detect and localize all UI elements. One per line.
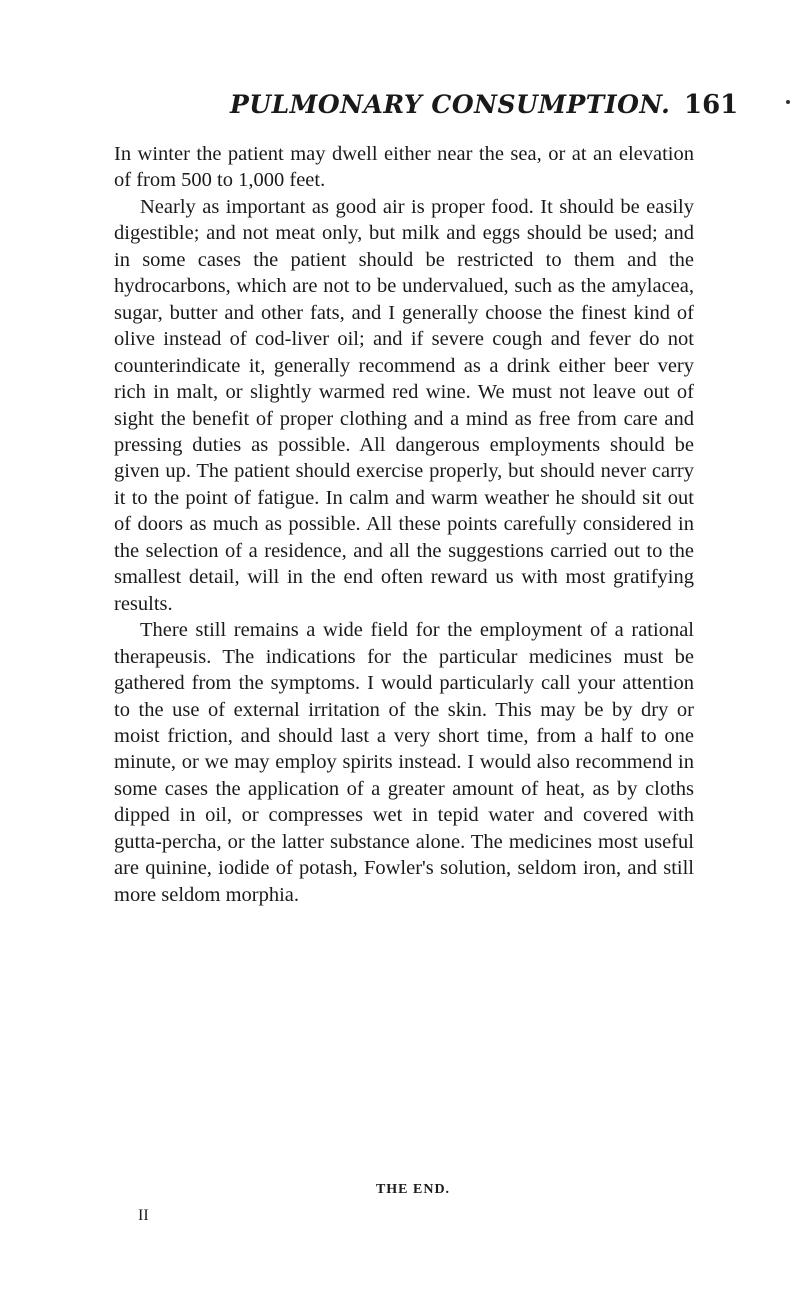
paragraph-1: In winter the patient may dwell either near the sea, or at an elevation of from 500 to 1,000 feet. [114,143,694,192]
paragraph-3: There still remains a wide field for the employment of a rational therapeusis. The indications for the particular medicines must be gathered from the symptoms. I would particularly call your attention to the use of external irritation of the skin. This may be by dry or moist friction, and should last a very short time, from a half to one minute, or we may employ spirits instead. I would also recommend in some cases the application of a greater amount of heat, as by cloths dipped in oil, or compresses wet in tepid water and covered with gutta-percha, or the latter substance alone. The medicines most useful are quinine, iodide of potash, Fowler's solution, seldom iron, and still more seldom morphia. [114,619,694,906]
page-number: 161 [684,90,739,120]
corner-mark [786,100,790,104]
signature-mark: II [138,1207,149,1224]
running-head: PULMONARY CONSUMPTION. [230,90,671,119]
the-end-label: THE END. [375,1182,451,1197]
body-text [114,141,694,908]
paragraph-2: Nearly as important as good air is proper food. It should be easily digestible; and not meat only, but milk and eggs should be used; and in some cases the patient should be restricted to them and the hydrocarbons, which are not to be undervalued, such as the amylacea, sugar, butter and other fats, and I generally choose the finest kind of olive instead of cod-liver oil; and if severe cough and fever do not counterindicate it, generally recommend as a drink either beer very rich in malt, or slightly warmed red wine. We must not leave out of sight the benefit of proper clothing and a mind as free from care and pressing duties as possible. All dangerous employments should be given up. The patient should exercise properly, but should never carry it to the point of fatigue. In calm and warm weather he should sit out of doors as much as possible. All these points carefully considered in the selection of a residence, and all the suggestions carried out to the smallest detail, will in the end often reward us with most gratifying results. [114,195,694,615]
